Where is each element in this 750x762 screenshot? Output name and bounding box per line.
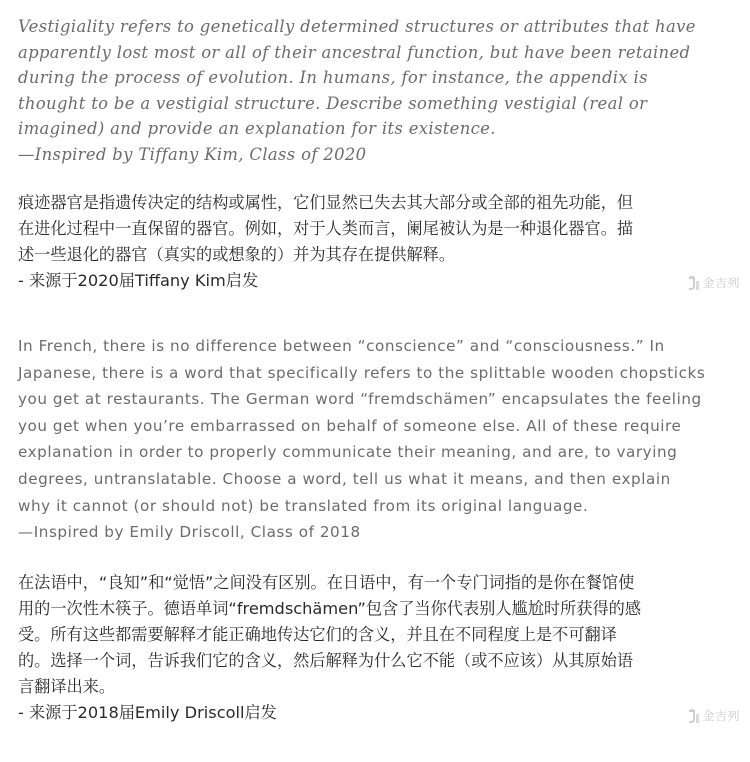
- prompt1-zh-line: 在进化过程中一直保留的器官。例如，对于人类而言，阑尾被认为是一种退化器官。描: [18, 219, 634, 238]
- prompt2-en-line: you get when you’re embarrassed on behalf of someone else. All of these require: [18, 416, 682, 435]
- prompt1-en-line: imagined) and provide an explanation for its existence.: [18, 119, 496, 138]
- logo-icon: [686, 275, 700, 291]
- prompt2-zh-line: 言翻译出来。: [18, 677, 116, 696]
- prompt2-en-line: degrees, untranslatable. Choose a word, tell us what it means, and then explain: [18, 469, 671, 488]
- prompt1-en-line: apparently lost most or all of their ancestral function, but have been retained: [18, 42, 691, 62]
- watermark-text: 金吉列: [702, 709, 740, 723]
- prompt2-zh-line: 受。所有这些都需要解释才能正确地传达它们的含义，并且在不同程度上是不可翻译: [18, 625, 617, 644]
- prompt1-en-line: during the process of evolution. In humans, for instance, the appendix is: [18, 68, 648, 87]
- prompt2-en-line: you get at restaurants. The German word “fremdschämen” encapsulates the feeling: [18, 390, 702, 409]
- prompt2-en-line: explanation in order to properly communicate their meaning, and are, to varying: [18, 443, 678, 462]
- prompt2-zh-line: 用的一次性木筷子。德语单词“fremdschämen”包含了当你代表别人尴尬时所获得的感: [18, 599, 642, 618]
- prompt2-zh-attribution: - 来源于2018届Emily Driscoll启发: [18, 703, 277, 722]
- prompt1-attribution: —Inspired by Tiffany Kim, Class of 2020: [18, 144, 367, 164]
- prompt2-chinese: [18, 570, 733, 726]
- prompt1-chinese: [18, 190, 733, 294]
- prompt1-en-line: thought to be a vestigial structure. Describe something vestigial (real or: [18, 93, 648, 113]
- prompt2-attribution: —Inspired by Emily Driscoll, Class of 2018: [18, 523, 361, 542]
- prompt1-zh-line: 痕迹器官是指遗传决定的结构或属性，它们显然已失去其大部分或全部的祖先功能，但: [18, 193, 634, 212]
- prompt1-zh-attribution: - 来源于2020届Tiffany Kim启发: [18, 271, 259, 290]
- prompt2-zh-line: 在法语中，“良知”和“觉悟”之间没有区别。在日语中，有一个专门词指的是你在餐馆使: [18, 573, 635, 592]
- prompt2-english: [18, 333, 733, 546]
- prompt2-en-line: why it cannot (or should not) be translated from its original language.: [18, 496, 589, 515]
- prompt1-zh-line: 述一些退化的器官（真实的或想象的）并为其存在提供解释。: [18, 245, 456, 264]
- logo-icon: [686, 708, 700, 724]
- prompt1-english: [18, 14, 733, 167]
- prompt1-en-line: Vestigiality refers to genetically determined structures or attributes that have: [18, 17, 696, 36]
- watermark-text: 金吉列: [702, 276, 740, 290]
- prompt2-en-line: In French, there is no difference between “conscience” and “consciousness.” In: [18, 337, 665, 355]
- watermark: [686, 707, 740, 724]
- watermark: [686, 274, 740, 291]
- prompt2-en-line: Japanese, there is a word that specifically refers to the splittable wooden chopsticks: [18, 363, 706, 382]
- prompt2-zh-line: 的。选择一个词，告诉我们它的含义，然后解释为什么它不能（或不应该）从其原始语: [18, 651, 634, 670]
